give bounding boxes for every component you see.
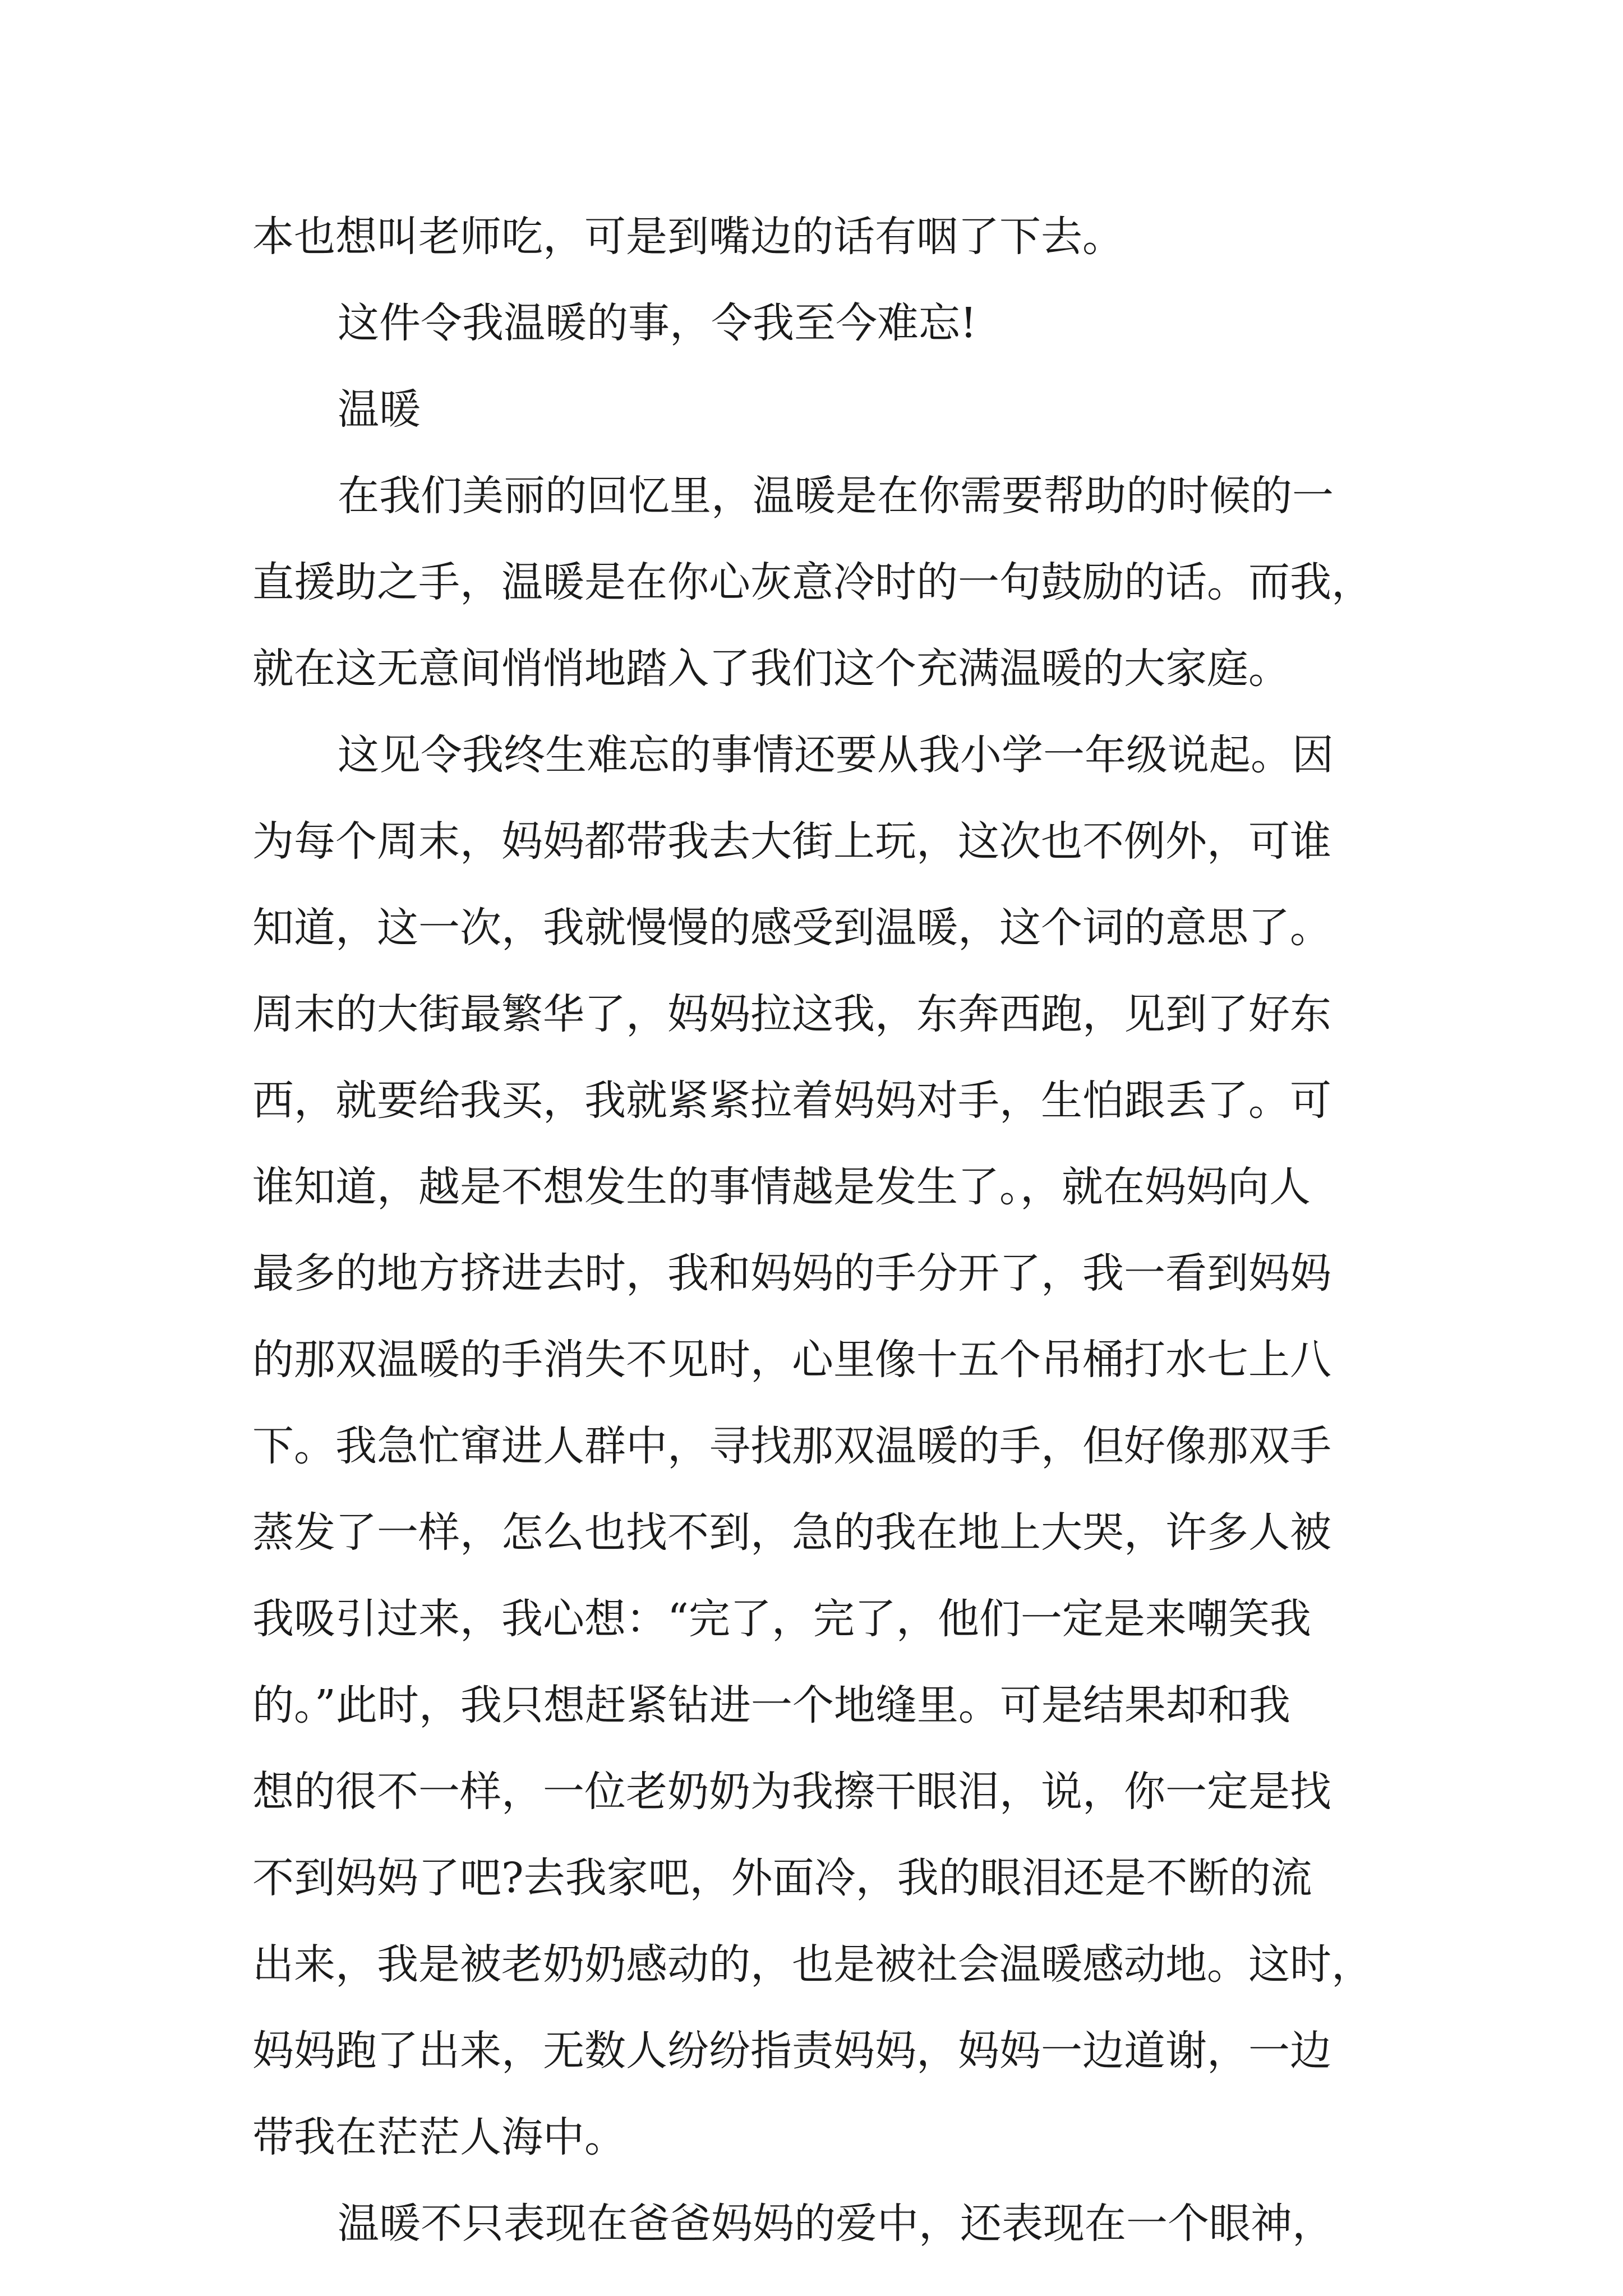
text-line: 想的很不一样，一位老奶奶为我擦干眼泪，说，你一定是找 [252,1768,1331,1816]
text-line: 妈妈跑了出来，无数人纷纷指责妈妈，妈妈一边道谢，一边 [252,2027,1331,2075]
text-line: 蒸发了一样，怎么也找不到，急的我在地上大哭，许多人被 [252,1508,1331,1557]
text-line: 出来，我是被老奶奶感动的，也是被社会温暖感动地。这时， [252,1940,1373,1989]
text-line: 的。”此时，我只想赶紧钻进一个地缝里。可是结果却和我 [252,1681,1290,1729]
text-line: 这见令我终生难忘的事情还要从我小学一年级说起。因 [338,731,1334,779]
text-line: 这件令我温暖的事，令我至今难忘! [338,299,977,347]
text-line: 本也想叫老师吃，可是到嘴边的话有咽了下去。 [252,213,1124,261]
text-line: 直援助之手，温暖是在你心灰意冷时的一句鼓励的话。而我， [252,558,1373,606]
text-line: 周末的大街最繁华了，妈妈拉这我，东奔西跑，见到了好东 [252,990,1331,1038]
text-line: 谁知道，越是不想发生的事情越是发生了。，就在妈妈向人 [252,1163,1311,1211]
text-line: 就在这无意间悄悄地踏入了我们这个充满温暖的大家庭。 [252,645,1290,693]
text-line: 的那双温暖的手消失不见时，心里像十五个吊桶打水七上八 [252,1336,1331,1384]
text-line: 在我们美丽的回忆里，温暖是在你需要帮助的时候的一 [338,472,1334,520]
section-heading: 温暖 [338,385,421,434]
text-line: 最多的地方挤进去时，我和妈妈的手分开了，我一看到妈妈 [252,1249,1331,1297]
text-line: 下。我急忙窜进人群中，寻找那双温暖的手，但好像那双手 [252,1422,1331,1470]
text-line: 我吸引过来，我心想：“完了，完了，他们一定是来嘲笑我 [252,1595,1311,1643]
text-line: 带我在茫茫人海中。 [252,2113,626,2161]
text-line: 不到妈妈了吧?去我家吧，外面冷，我的眼泪还是不断的流 [252,1854,1312,1902]
essay-text [252,194,1424,2267]
text-line: 温暖不只表现在爸爸妈妈的爱中，还表现在一个眼神， [338,2200,1334,2248]
text-line: 知道，这一次，我就慢慢的感受到温暖，这个词的意思了。 [252,904,1331,952]
text-line: 为每个周末，妈妈都带我去大街上玩，这次也不例外，可谁 [252,817,1331,866]
text-line: 西，就要给我买，我就紧紧拉着妈妈对手，生怕跟丢了。可 [252,1076,1331,1125]
